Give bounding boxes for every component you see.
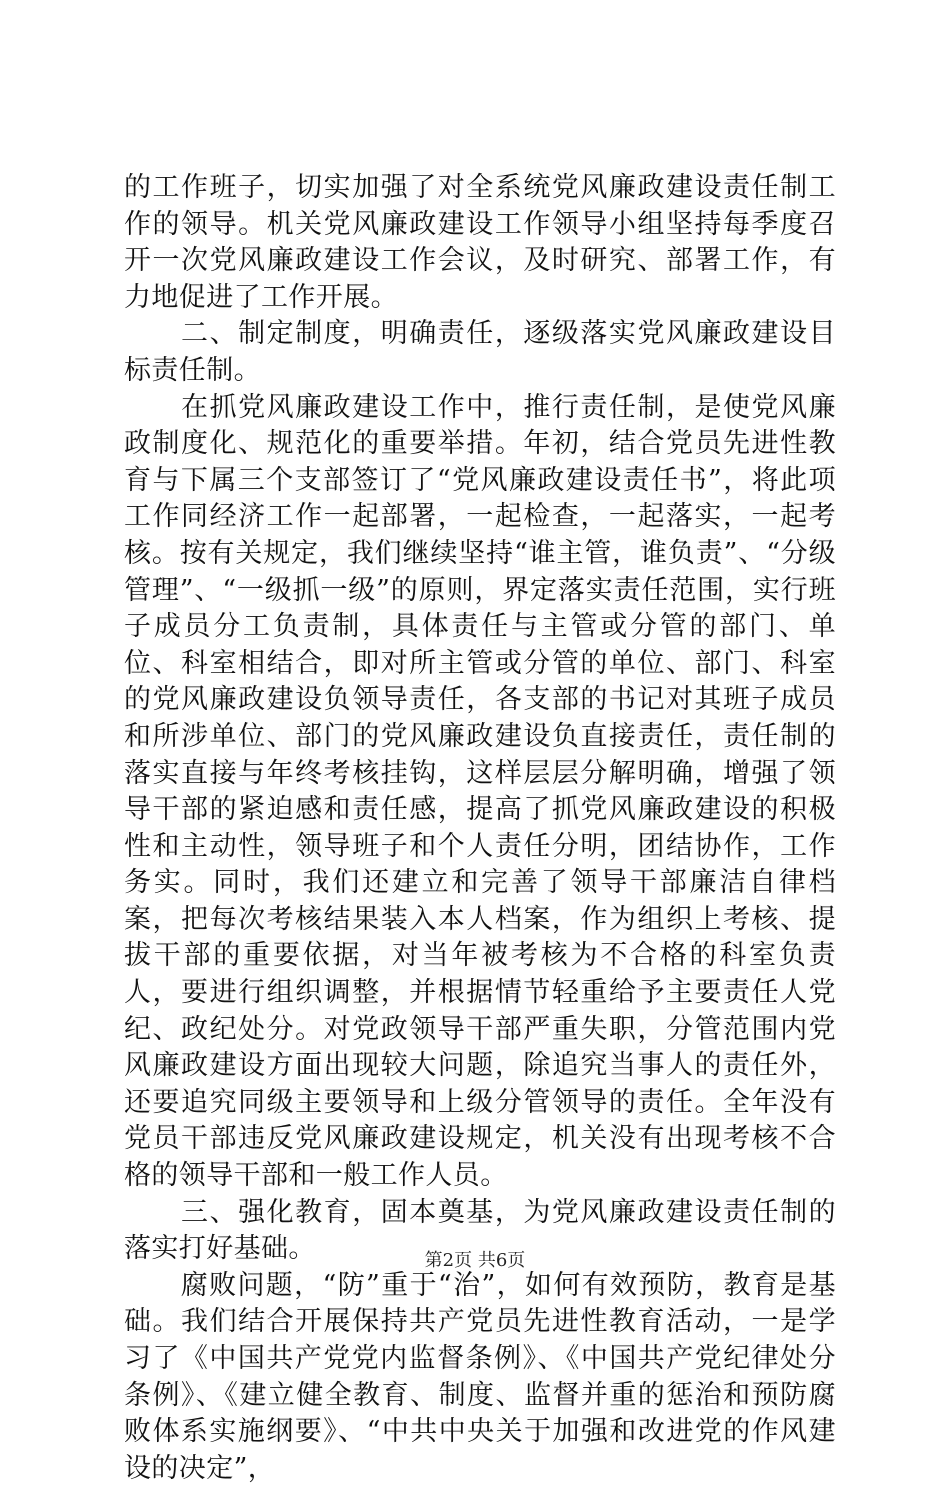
section-heading-3: 三、强化教育，固本奠基，为党风廉政建设责任制的落实打好基础。: [124, 1196, 836, 1265]
paragraph-responsibility: 在抓党风廉政建设工作中，推行责任制，是使党风廉政制度化、规范化的重要举措。年初，结合党员先进性教育与下属三个支部签订了“党风廉政建设责任书”，将此项工作同经济工作一起部署，一起检查，一起落实，一起考核。按有关规定，我们继续坚持“谁主管，谁负责”、“分级管理”、“一级抓一级”的原则，界定落实责任范围，实行班子成员分工负责制，具体责任与主管或分管的部门、单位、科室相结合，即对所主管或分管的单位、部门、科室的党风廉政建设负领导责任，各支部的书记对其班子成员和所涉单位、部门的党风廉政建设负直接责任，责任制的落实直接与年终考核挂钩，这样层层分解明确，增强了领导干部的紧迫感和责任感，提高了抓党风廉政建设的积极性和主动性，领导班子和个人责任分明，团结协作，工作务实。同时，我们还建立和完善了领导干部廉洁自律档案，把每次考核结果装入本人档案，作为组织上考核、提拔干部的重要依据，对当年被考核为不合格的科室负责人，要进行组织调整，并根据情节轻重给予主要责任人党纪、政纪处分。对党政领导干部严重失职，分管范围内党风廉政建设方面出现较大问题，除追究当事人的责任外，还要追究同级主要领导和上级分管领导的责任。全年没有党员干部违反党风廉政建设规定，机关没有出现考核不合格的领导干部和一般工作人员。: [124, 391, 836, 1192]
section-heading-2: 二、制定制度，明确责任，逐级落实党风廉政建设目标责任制。: [124, 318, 836, 386]
paragraph-continuation: 的工作班子，切实加强了对全系统党风廉政建设责任制工作的领导。机关党风廉政建设工作领导小组坚持每季度召开一次党风廉政建设工作会议，及时研究、部署工作，有力地促进了工作开展。: [124, 172, 836, 313]
page-footer: 第2页 共6页: [424, 1250, 526, 1271]
paragraph-education: 腐败问题，“防”重于“治”，如何有效预防，教育是基础。我们结合开展保持共产党员先进性教育活动，一是学习了《中国共产党党内监督条例》、《中国共产党纪律处分条例》、《建立健全教育、制度、监督并重的惩治和预防腐败体系实施纲要》、“中共中央关于加强和改进党的作风建设的决定”，: [124, 1269, 836, 1484]
document-body: [124, 170, 836, 1487]
